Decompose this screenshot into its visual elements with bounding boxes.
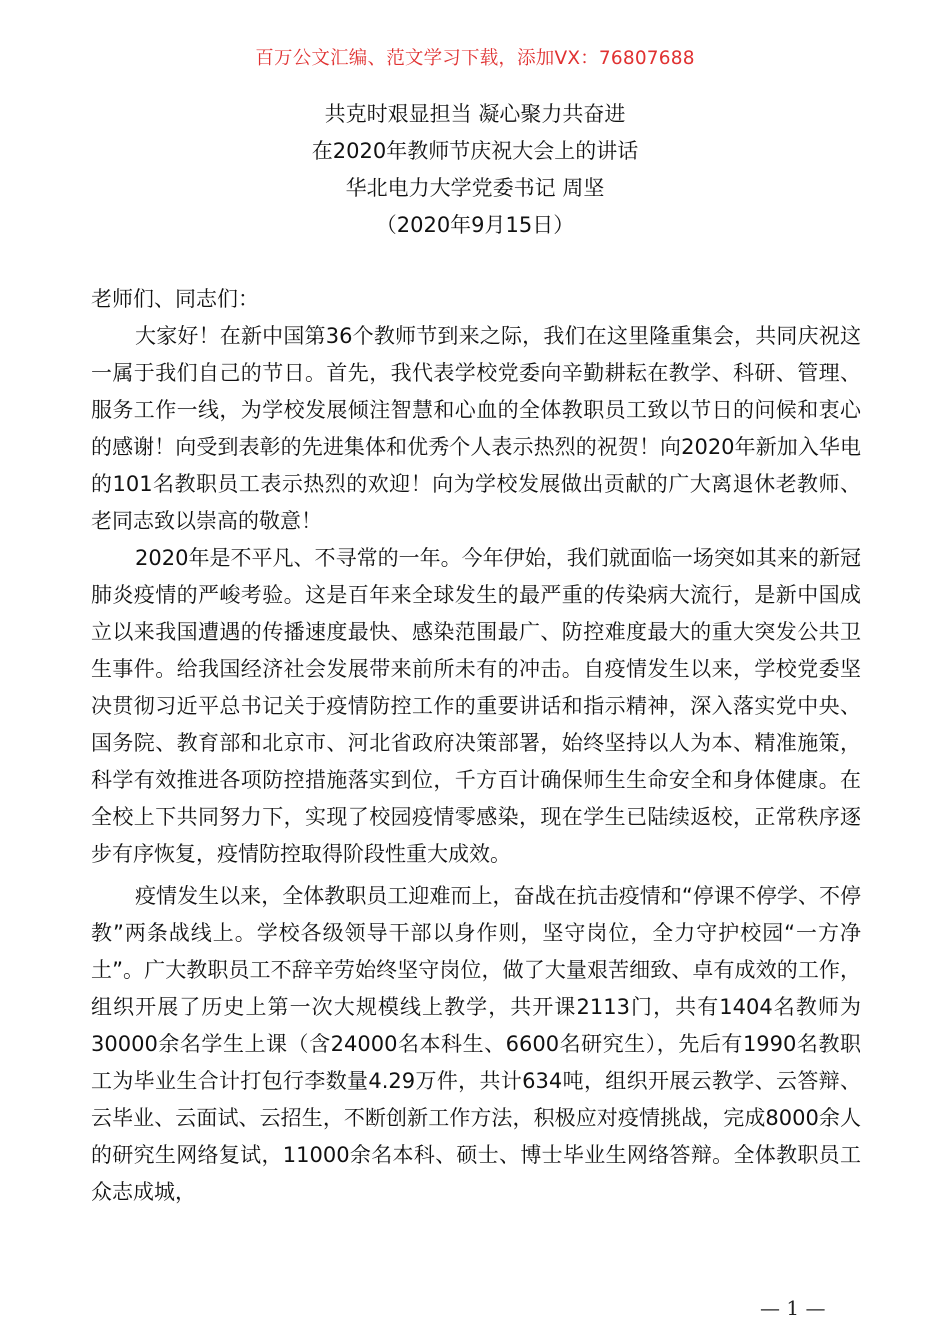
paragraph-2: 2020年是不平凡、不寻常的一年。今年伊始，我们就面临一场突如其来的新冠肺炎疫情的严峻考验。这是百年来全球发生的最严重的传染病大流行，是新中国成立以来我国遭遇的传播速度最快、感染范围最广、防控难度最大的重大突发公共卫生事件。给我国经济社会发展带来前所未有的冲击。自疫情发生以来，学校党委坚决贯彻习近平总书记关于疫情防控工作的重要讲话和指示精神，深入落实党中央、国务院、教育部和北京市、河北省政府决策部署，始终坚持以人为本、精准施策，科学有效推进各项防控措施落实到位，千方百计确保师生生命安全和身体健康。在全校上下共同努力下，实现了校园疫情零感染，现在学生已陆续返校，正常秩序逐步有序恢复，疫情防控取得阶段性重大成效。 bbox=[91, 546, 861, 866]
document-subtitle: 在2020年教师节庆祝大会上的讲话 bbox=[311, 139, 639, 163]
salutation: 老师们、同志们： bbox=[91, 287, 259, 311]
page-number: — 1 — bbox=[760, 1296, 826, 1320]
speech-date: （2020年9月15日） bbox=[375, 213, 575, 237]
speech-body bbox=[91, 281, 861, 1211]
document-title: 共克时艰显担当 凝心聚力共奋进 bbox=[324, 102, 626, 126]
speaker-line: 华北电力大学党委书记 周坚 bbox=[345, 176, 605, 200]
watermark-banner: 百万公文汇编、范文学习下载，添加VX：76807688 bbox=[255, 48, 695, 69]
paragraph-3: 疫情发生以来，全体教职员工迎难而上，奋战在抗击疫情和“停课不停学、不停教”两条战线上。学校各级领导干部以身作则，坚守岗位，全力守护校园“一方净土”。广大教职员工不辞辛劳始终坚守岗位，做了大量艰苦细致、卓有成效的工作，组织开展了历史上第一次大规模线上教学，共开课2113门，共有1404名教师为30000余名学生上课（含24000名本科生、6600名研究生），先后有1990名教职工为毕业生合计打包行李数量4.29万件，共计634吨，组织开展云教学、云答辩、云毕业、云面试、云招生，不断创新工作方法，积极应对疫情挑战，完成8000余人的研究生网络复试，11000余名本科、硕士、博士毕业生网络答辩。全体教职员工众志成城， bbox=[91, 884, 861, 1204]
paragraph-1: 大家好！在新中国第36个教师节到来之际，我们在这里隆重集会，共同庆祝这一属于我们自己的节日。首先，我代表学校党委向辛勤耕耘在教学、科研、管理、服务工作一线，为学校发展倾注智慧和心血的全体教职员工致以节日的问候和衷心的感谢！向受到表彰的先进集体和优秀个人表示热烈的祝贺！向2020年新加入华电的101名教职员工表示热烈的欢迎！向为学校发展做出贡献的广大离退休老教师、老同志致以崇高的敬意！ bbox=[91, 324, 861, 533]
